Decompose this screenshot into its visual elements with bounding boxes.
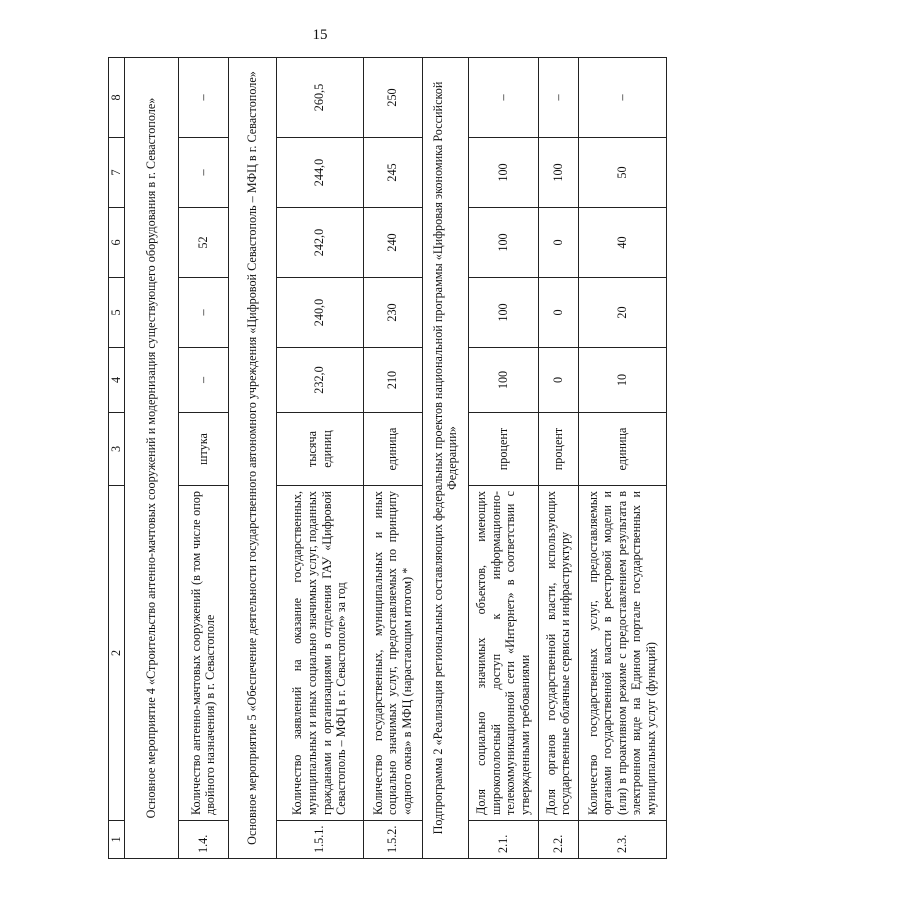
value-col6: 100: [468, 208, 538, 278]
value-col5: 100: [468, 278, 538, 348]
section-title: Основное мероприятие 5 «Обеспечение деятельности государственного автономного учреждения «Цифровой Севастополь – МФЦ в г. Севастополе»: [228, 58, 276, 859]
value-col5: 230: [363, 278, 422, 348]
rotated-table-region: [108, 58, 909, 853]
header-cell: 4: [109, 348, 125, 413]
header-cell: 3: [109, 413, 125, 486]
indicator-name: Доля социально значимых объектов, имеющих широкополосный доступ к информационно-телекоммуникационной сети «Интернет» в соответствии с утвержденными требованиями: [468, 486, 538, 821]
table-row: [363, 58, 422, 859]
value-col4: 232,0: [276, 348, 363, 413]
unit: тысяча единиц: [276, 413, 363, 486]
unit: единица: [578, 413, 666, 486]
header-cell: 8: [109, 58, 125, 138]
value-col8: –: [468, 58, 538, 138]
unit: штука: [178, 413, 228, 486]
header-row: [109, 58, 125, 859]
value-col4: –: [178, 348, 228, 413]
value-col5: 20: [578, 278, 666, 348]
row-number: 1.5.1.: [276, 821, 363, 859]
header-cell: 5: [109, 278, 125, 348]
table-row: [276, 58, 363, 859]
section-row: [228, 58, 276, 859]
value-col7: 100: [538, 138, 578, 208]
value-col4: 0: [538, 348, 578, 413]
value-col8: 250: [363, 58, 422, 138]
row-number: 2.3.: [578, 821, 666, 859]
table-row: [468, 58, 538, 859]
value-col7: 50: [578, 138, 666, 208]
value-col5: 240,0: [276, 278, 363, 348]
value-col8: –: [538, 58, 578, 138]
value-col5: –: [178, 278, 228, 348]
value-col8: –: [178, 58, 228, 138]
value-col6: 240: [363, 208, 422, 278]
section-title: Основное мероприятие 4 «Строительство антенно-мачтовых сооружений и модернизация существующего оборудования в г. Севастополе»: [124, 58, 178, 859]
indicator-name: Количество государственных, муниципальных и иных социально значимых услуг, предоставляемых по принципу «одного окна» в МФЦ (нарастающим итогом) *: [363, 486, 422, 821]
indicator-name: Количество государственных услуг, предоставляемых органами государственной власти в реестровой модели и (или) в проактивном режиме с предоставлением результата в электронном виде на Едином портале государственных и муниципальных услуг (функций): [578, 486, 666, 821]
value-col4: 10: [578, 348, 666, 413]
value-col4: 210: [363, 348, 422, 413]
table-row: [538, 58, 578, 859]
value-col5: 0: [538, 278, 578, 348]
indicators-table: [108, 57, 667, 859]
row-number: 1.5.2.: [363, 821, 422, 859]
unit: единица: [363, 413, 422, 486]
unit: процент: [538, 413, 578, 486]
table-row: [178, 58, 228, 859]
header-cell: 7: [109, 138, 125, 208]
row-number: 2.2.: [538, 821, 578, 859]
value-col6: 40: [578, 208, 666, 278]
indicator-name: Доля органов государственной власти, использующих государственные облачные сервисы и инфраструктуру: [538, 486, 578, 821]
row-number: 2.1.: [468, 821, 538, 859]
row-number: 1.4.: [178, 821, 228, 859]
value-col7: 100: [468, 138, 538, 208]
value-col7: –: [178, 138, 228, 208]
indicator-name: Количество заявлений на оказание государственных, муниципальных и иных социально значимых услуг, поданных гражданами и организациями в отделения ГАУ «Цифровой Севастополь – МФЦ в г. Севастополе» за год: [276, 486, 363, 821]
section-row: [422, 58, 468, 859]
value-col7: 245: [363, 138, 422, 208]
section-title: Подпрограмма 2 «Реализация региональных составляющих федеральных проектов национальной программы «Цифровая экономика Российской Федерации»: [422, 58, 468, 859]
header-cell: 1: [109, 821, 125, 859]
value-col4: 100: [468, 348, 538, 413]
value-col7: 244,0: [276, 138, 363, 208]
header-cell: 2: [109, 486, 125, 821]
value-col8: –: [578, 58, 666, 138]
indicator-name: Количество антенно-мачтовых сооружений (в том числе опор двойного назначения) в г. Севастополе: [178, 486, 228, 821]
value-col6: 242,0: [276, 208, 363, 278]
value-col6: 0: [538, 208, 578, 278]
unit: процент: [468, 413, 538, 486]
value-col6: 52: [178, 208, 228, 278]
section-row: [124, 58, 178, 859]
value-col8: 260,5: [276, 58, 363, 138]
page-number: 15: [312, 27, 328, 43]
header-cell: 6: [109, 208, 125, 278]
table-row: [578, 58, 666, 859]
